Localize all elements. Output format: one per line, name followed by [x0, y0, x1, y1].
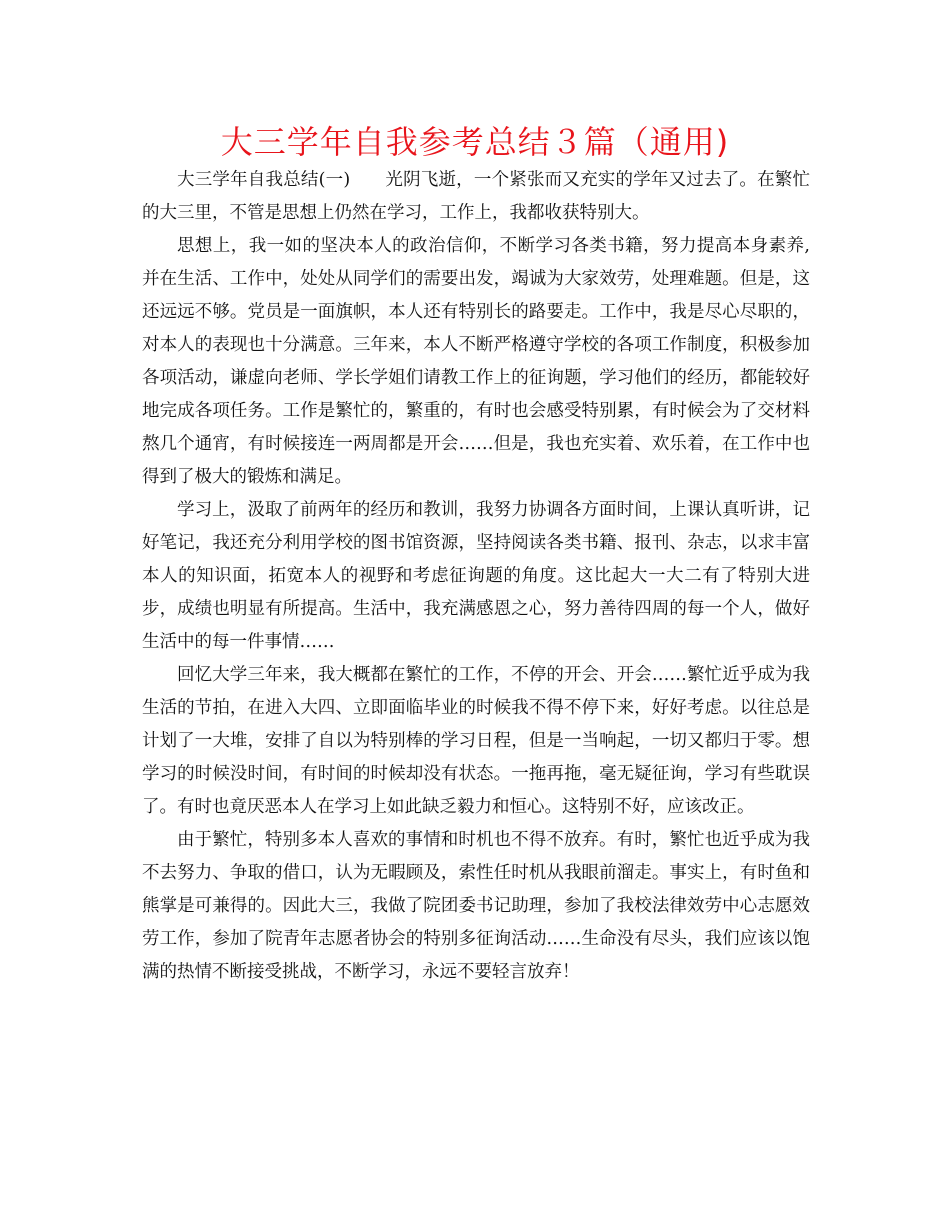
document-body — [142, 164, 810, 989]
document-title: 大三学年自我参考总结３篇（通用) — [220, 123, 730, 161]
section-heading: 大三学年自我总结(一) — [177, 170, 351, 190]
paragraph-4: 回忆大学三年来，我大概都在繁忙的工作，不停的开会、开会……繁忙近乎成为我生活的节拍，在进入大四、立即面临毕业的时候我不得不停下来，好好考虑。以往总是计划了一大堆，安排了自以为特别棒的学习日程，但是一当响起，一切又都归于零。想学习的时候没时间，有时间的时候却没有状态。一拖再拖，毫无疑征询，学习有些耽误了。有时也竟厌恶本人在学习上如此缺乏毅力和恒心。这特别不好，应该改正。 — [142, 665, 810, 817]
paragraph-3: 学习上，汲取了前两年的经历和教训，我努力协调各方面时间，上课认真听讲，记好笔记，我还充分利用学校的图书馆资源，坚持阅读各类书籍、报刊、杂志，以求丰富本人的知识面，拓宽本人的视野和考虑征询题的角度。这比起大一大二有了特别大进步，成绩也明显有所提高。生活中，我充满感恩之心，努力善待四周的每一个人，做好生活中的每一件事情…… — [142, 500, 810, 652]
paragraph-5: 由于繁忙，特别多本人喜欢的事情和时机也不得不放弃。有时，繁忙也近乎成为我不去努力、争取的借口，认为无暇顾及，索性任时机从我眼前溜走。事实上，有时鱼和熊掌是可兼得的。因此大三，我做了院团委书记助理，参加了我校法律效劳中心志愿效劳工作，参加了院青年志愿者协会的特别多征询活动……生命没有尽头，我们应该以饱满的热情不断接受挑战，不断学习，永远不要轻言放弃！ — [142, 830, 810, 982]
paragraph-2: 思想上，我一如的坚决本人的政治信仰，不断学习各类书籍，努力提高本身素养,并在生活、工作中，处处从同学们的需要出发，竭诚为大家效劳，处理难题。但是，这还远远不够。党员是一面旗帜，本人还有特别长的路要走。工作中，我是尽心尽职的，对本人的表现也十分满意。三年来，本人不断严格遵守学校的各项工作制度，积极参加各项活动，谦虚向老师、学长学姐们请教工作上的征询题，学习他们的经历，都能较好地完成各项任务。工作是繁忙的，繁重的，有时也会感受特别累，有时候会为了交材料熬几个通宵，有时候接连一两周都是开会……但是，我也充实着、欢乐着，在工作中也得到了极大的锻炼和满足。 — [142, 236, 810, 487]
paragraph-1-text: 光阴飞逝，一个紧张而又充实的学年又过去了。在繁忙的大三里，不管是思想上仍然在学习，工作上，我都收获特别大。 — [142, 170, 811, 223]
paragraph-1 — [142, 164, 810, 230]
